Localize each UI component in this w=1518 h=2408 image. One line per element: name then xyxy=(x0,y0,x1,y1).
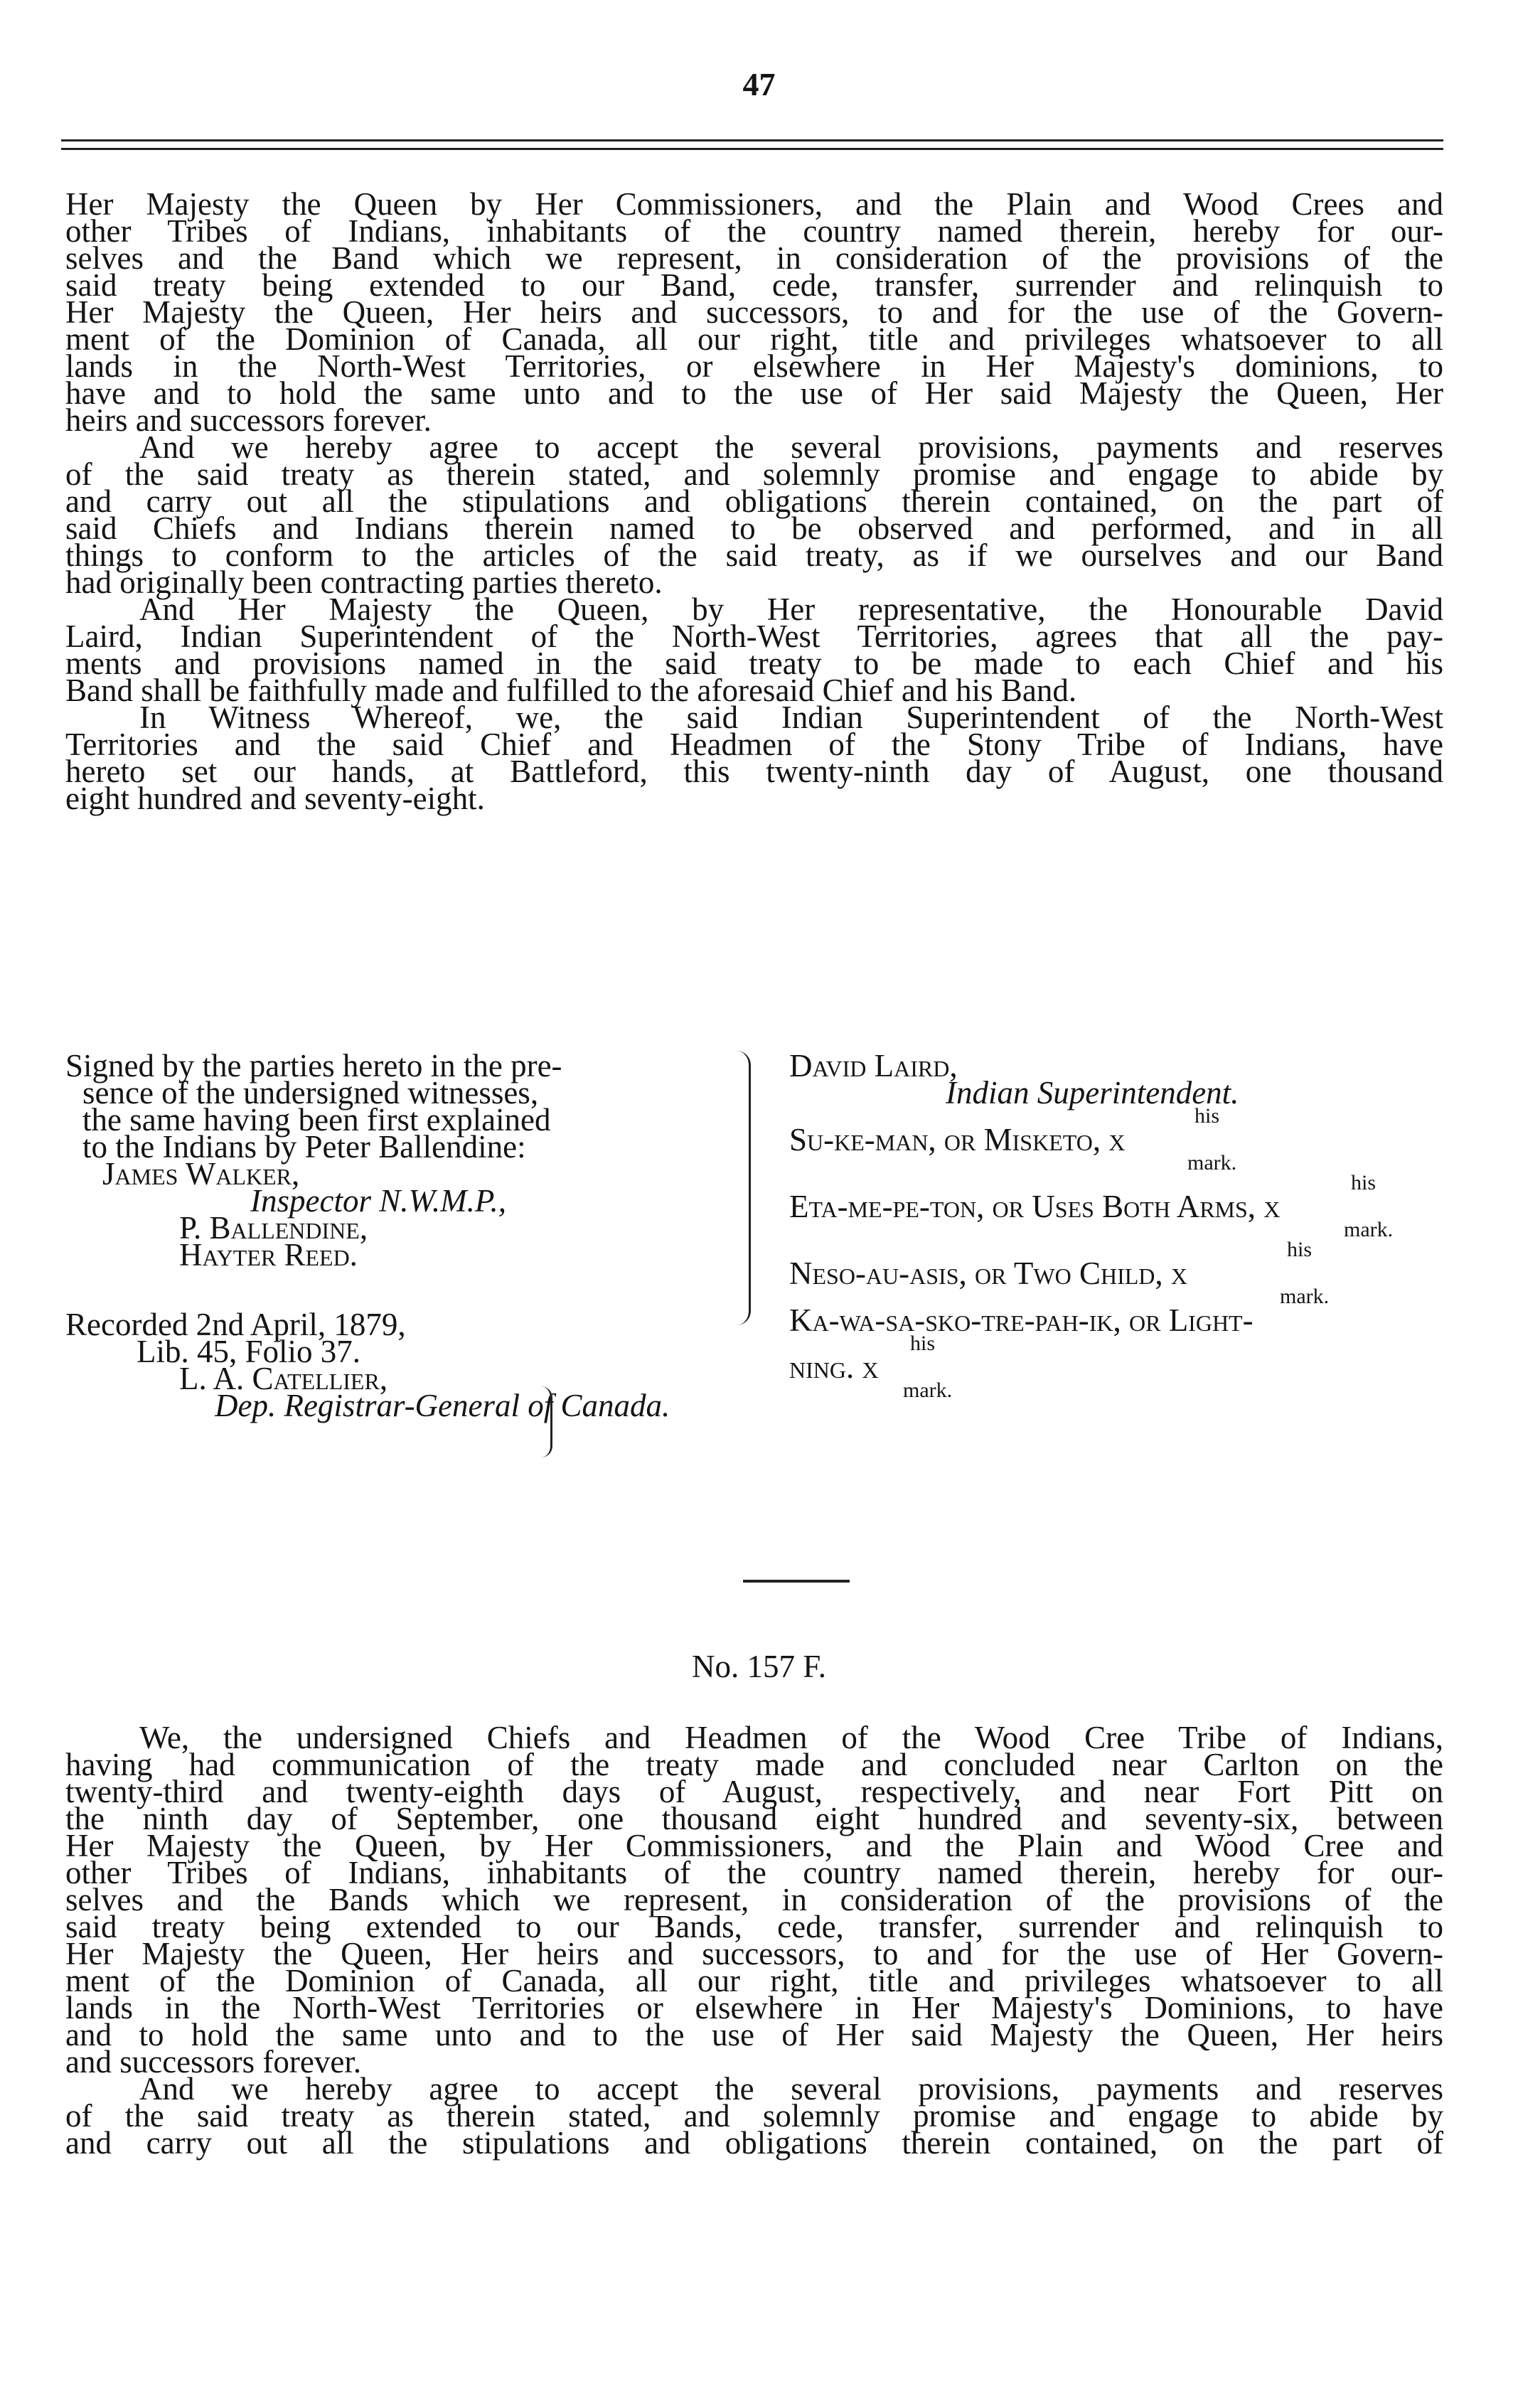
superintendent-title: Indian Superintendent. xyxy=(946,1075,1239,1111)
text-line: And we hereby agree to accept the several provisions, payments and reserves xyxy=(139,429,1443,465)
text-line: lands in the North-West Territories, or elsewhere in Her Majesty's dominions, to xyxy=(65,348,1443,384)
mark-label: mark. xyxy=(1280,1285,1330,1308)
his-label: his xyxy=(1287,1238,1313,1261)
signatory-name: Ka-wa-sa-sko-tre-pah-ik, or Light- xyxy=(789,1302,1254,1338)
text-line: said treaty being extended to our Band, cede, transfer, surrender and relinquish to xyxy=(65,267,1443,303)
text-line: other Tribes of Indians, inhabitants of the country named therein, hereby for our- xyxy=(65,213,1443,249)
mark-label: mark. xyxy=(903,1379,953,1402)
text-line: Her Majesty the Queen by Her Commissioners, and the Plain and Wood Crees and xyxy=(65,186,1443,222)
witness-title: Inspector N.W.M.P., xyxy=(250,1183,506,1219)
witness-text-line: the same having been first explained xyxy=(82,1102,551,1138)
recorded-brace xyxy=(540,1386,552,1457)
text-line: Laird, Indian Superintendent of the North-West Territories, agrees that all the pay- xyxy=(65,619,1443,654)
text-line: heirs and successors forever. xyxy=(65,402,432,438)
text-line: said Chiefs and Indians therein named to be observed and performed, and in all xyxy=(65,510,1443,546)
witness-text-line: Signed by the parties hereto in the pre- xyxy=(65,1048,562,1083)
registrar-title: Dep. Registrar-General of Canada. xyxy=(215,1388,670,1423)
text-line: We, the undersigned Chiefs and Headmen of the Wood Cree Tribe of Indians, xyxy=(139,1720,1443,1755)
text-line: Territories and the said Chief and Headmen of the Stony Tribe of Indians, have xyxy=(65,727,1443,762)
header-rule-top xyxy=(61,139,1443,141)
text-line: and carry out all the stipulations and obligations therein contained, on the part of xyxy=(65,2125,1443,2161)
signatory-name: Su-ke-man, or Misketo, x xyxy=(789,1122,1126,1157)
text-line: of the said treaty as therein stated, and solemnly promise and engage to abide by xyxy=(65,456,1443,492)
text-line: Band shall be faithfully made and fulfilled to the aforesaid Chief and his Band. xyxy=(65,673,1077,708)
his-label: his xyxy=(910,1332,936,1355)
text-line: lands in the North-West Territories or elsewhere in Her Majesty's Dominions, to have xyxy=(65,1990,1443,2026)
mark-label: mark. xyxy=(1187,1151,1237,1174)
recorded-line: Lib. 45, Folio 37. xyxy=(137,1334,361,1369)
text-line: hereto set our hands, at Battleford, this twenty-ninth day of August, one thousand xyxy=(65,754,1443,789)
his-label: his xyxy=(1194,1104,1220,1128)
signatory-name: Neso-au-asis, or Two Child, x xyxy=(789,1256,1187,1291)
witness-block xyxy=(65,1048,748,1423)
text-line: have and to hold the same unto and to the use of Her said Majesty the Queen, Her xyxy=(65,375,1443,411)
registrar-name: L. A. Catellier, xyxy=(179,1361,388,1396)
mark-label: mark. xyxy=(1344,1218,1394,1241)
signatory-name: ning. x xyxy=(789,1349,879,1385)
text-line: and successors forever. xyxy=(65,2044,362,2080)
his-label: his xyxy=(1351,1171,1377,1194)
recorded-line: Recorded 2nd April, 1879, xyxy=(65,1307,406,1342)
text-line: In Witness Whereof, we, the said Indian Superintendent of the North-West xyxy=(139,700,1443,735)
text-line: Her Majesty the Queen, Her heirs and successors, to and for the use of the Govern- xyxy=(65,294,1443,330)
wood-cree-adhesion-text xyxy=(65,1720,1443,2161)
text-line: and to hold the same unto and to the use of Her said Majesty the Queen, Her heirs xyxy=(65,2017,1443,2053)
text-line: had originally been contracting parties thereto. xyxy=(65,564,663,600)
text-line: eight hundred and seventy-eight. xyxy=(65,781,485,816)
witness-name: P. Ballendine, xyxy=(179,1210,368,1246)
document-number: No. 157 F. xyxy=(692,1649,826,1684)
witness-brace xyxy=(736,1051,751,1325)
text-line: other Tribes of Indians, inhabitants of the country named therein, hereby for our- xyxy=(65,1855,1443,1890)
signatory-name: Eta-me-pe-ton, or Uses Both Arms, x xyxy=(789,1189,1281,1224)
text-line: And we hereby agree to accept the several provisions, payments and reserves xyxy=(139,2071,1443,2107)
witness-text-line: to the Indians by Peter Ballendine: xyxy=(82,1129,526,1165)
text-line: twenty-third and twenty-eighth days of August, respectively, and near Fort Pitt on xyxy=(65,1774,1443,1809)
witness-name: James Walker, xyxy=(102,1156,300,1192)
treaty-adhesion-text xyxy=(65,186,1443,816)
text-line: having had communication of the treaty made and concluded near Carlton on the xyxy=(65,1747,1443,1782)
page-number: 47 xyxy=(742,66,776,102)
text-line: ments and provisions named in the said treaty to be made to each Chief and his xyxy=(65,646,1443,681)
text-line: And Her Majesty the Queen, by Her representative, the Honourable David xyxy=(139,592,1443,627)
text-line: Her Majesty the Queen, Her heirs and successors, to and for the use of Her Govern- xyxy=(65,1936,1443,1971)
text-line: the ninth day of September, one thousand eight hundred and seventy-six, between xyxy=(65,1801,1443,1836)
text-line: ment of the Dominion of Canada, all our right, title and privileges whatsoever to all xyxy=(65,1963,1443,1998)
section-divider xyxy=(743,1580,850,1583)
text-line: selves and the Band which we represent, in consideration of the provisions of the xyxy=(65,240,1443,276)
text-line: Her Majesty the Queen, by Her Commissioners, and the Plain and Wood Cree and xyxy=(65,1828,1443,1863)
superintendent-name: David Laird, xyxy=(789,1048,958,1083)
witness-name: Hayter Reed. xyxy=(179,1237,358,1273)
signatory-block xyxy=(789,1048,1443,1402)
header-rule-bottom xyxy=(61,148,1443,150)
text-line: of the said treaty as therein stated, and solemnly promise and engage to abide by xyxy=(65,2098,1443,2134)
text-line: selves and the Bands which we represent, in consideration of the provisions of the xyxy=(65,1882,1443,1917)
witness-text-line: sence of the undersigned witnesses, xyxy=(82,1075,539,1111)
text-line: things to conform to the articles of the said treaty, as if we ourselves and our Band xyxy=(65,537,1443,573)
text-line: and carry out all the stipulations and obligations therein contained, on the part of xyxy=(65,483,1443,519)
text-line: ment of the Dominion of Canada, all our right, title and privileges whatsoever to all xyxy=(65,321,1443,357)
text-line: said treaty being extended to our Bands, cede, transfer, surrender and relinquish to xyxy=(65,1909,1443,1944)
